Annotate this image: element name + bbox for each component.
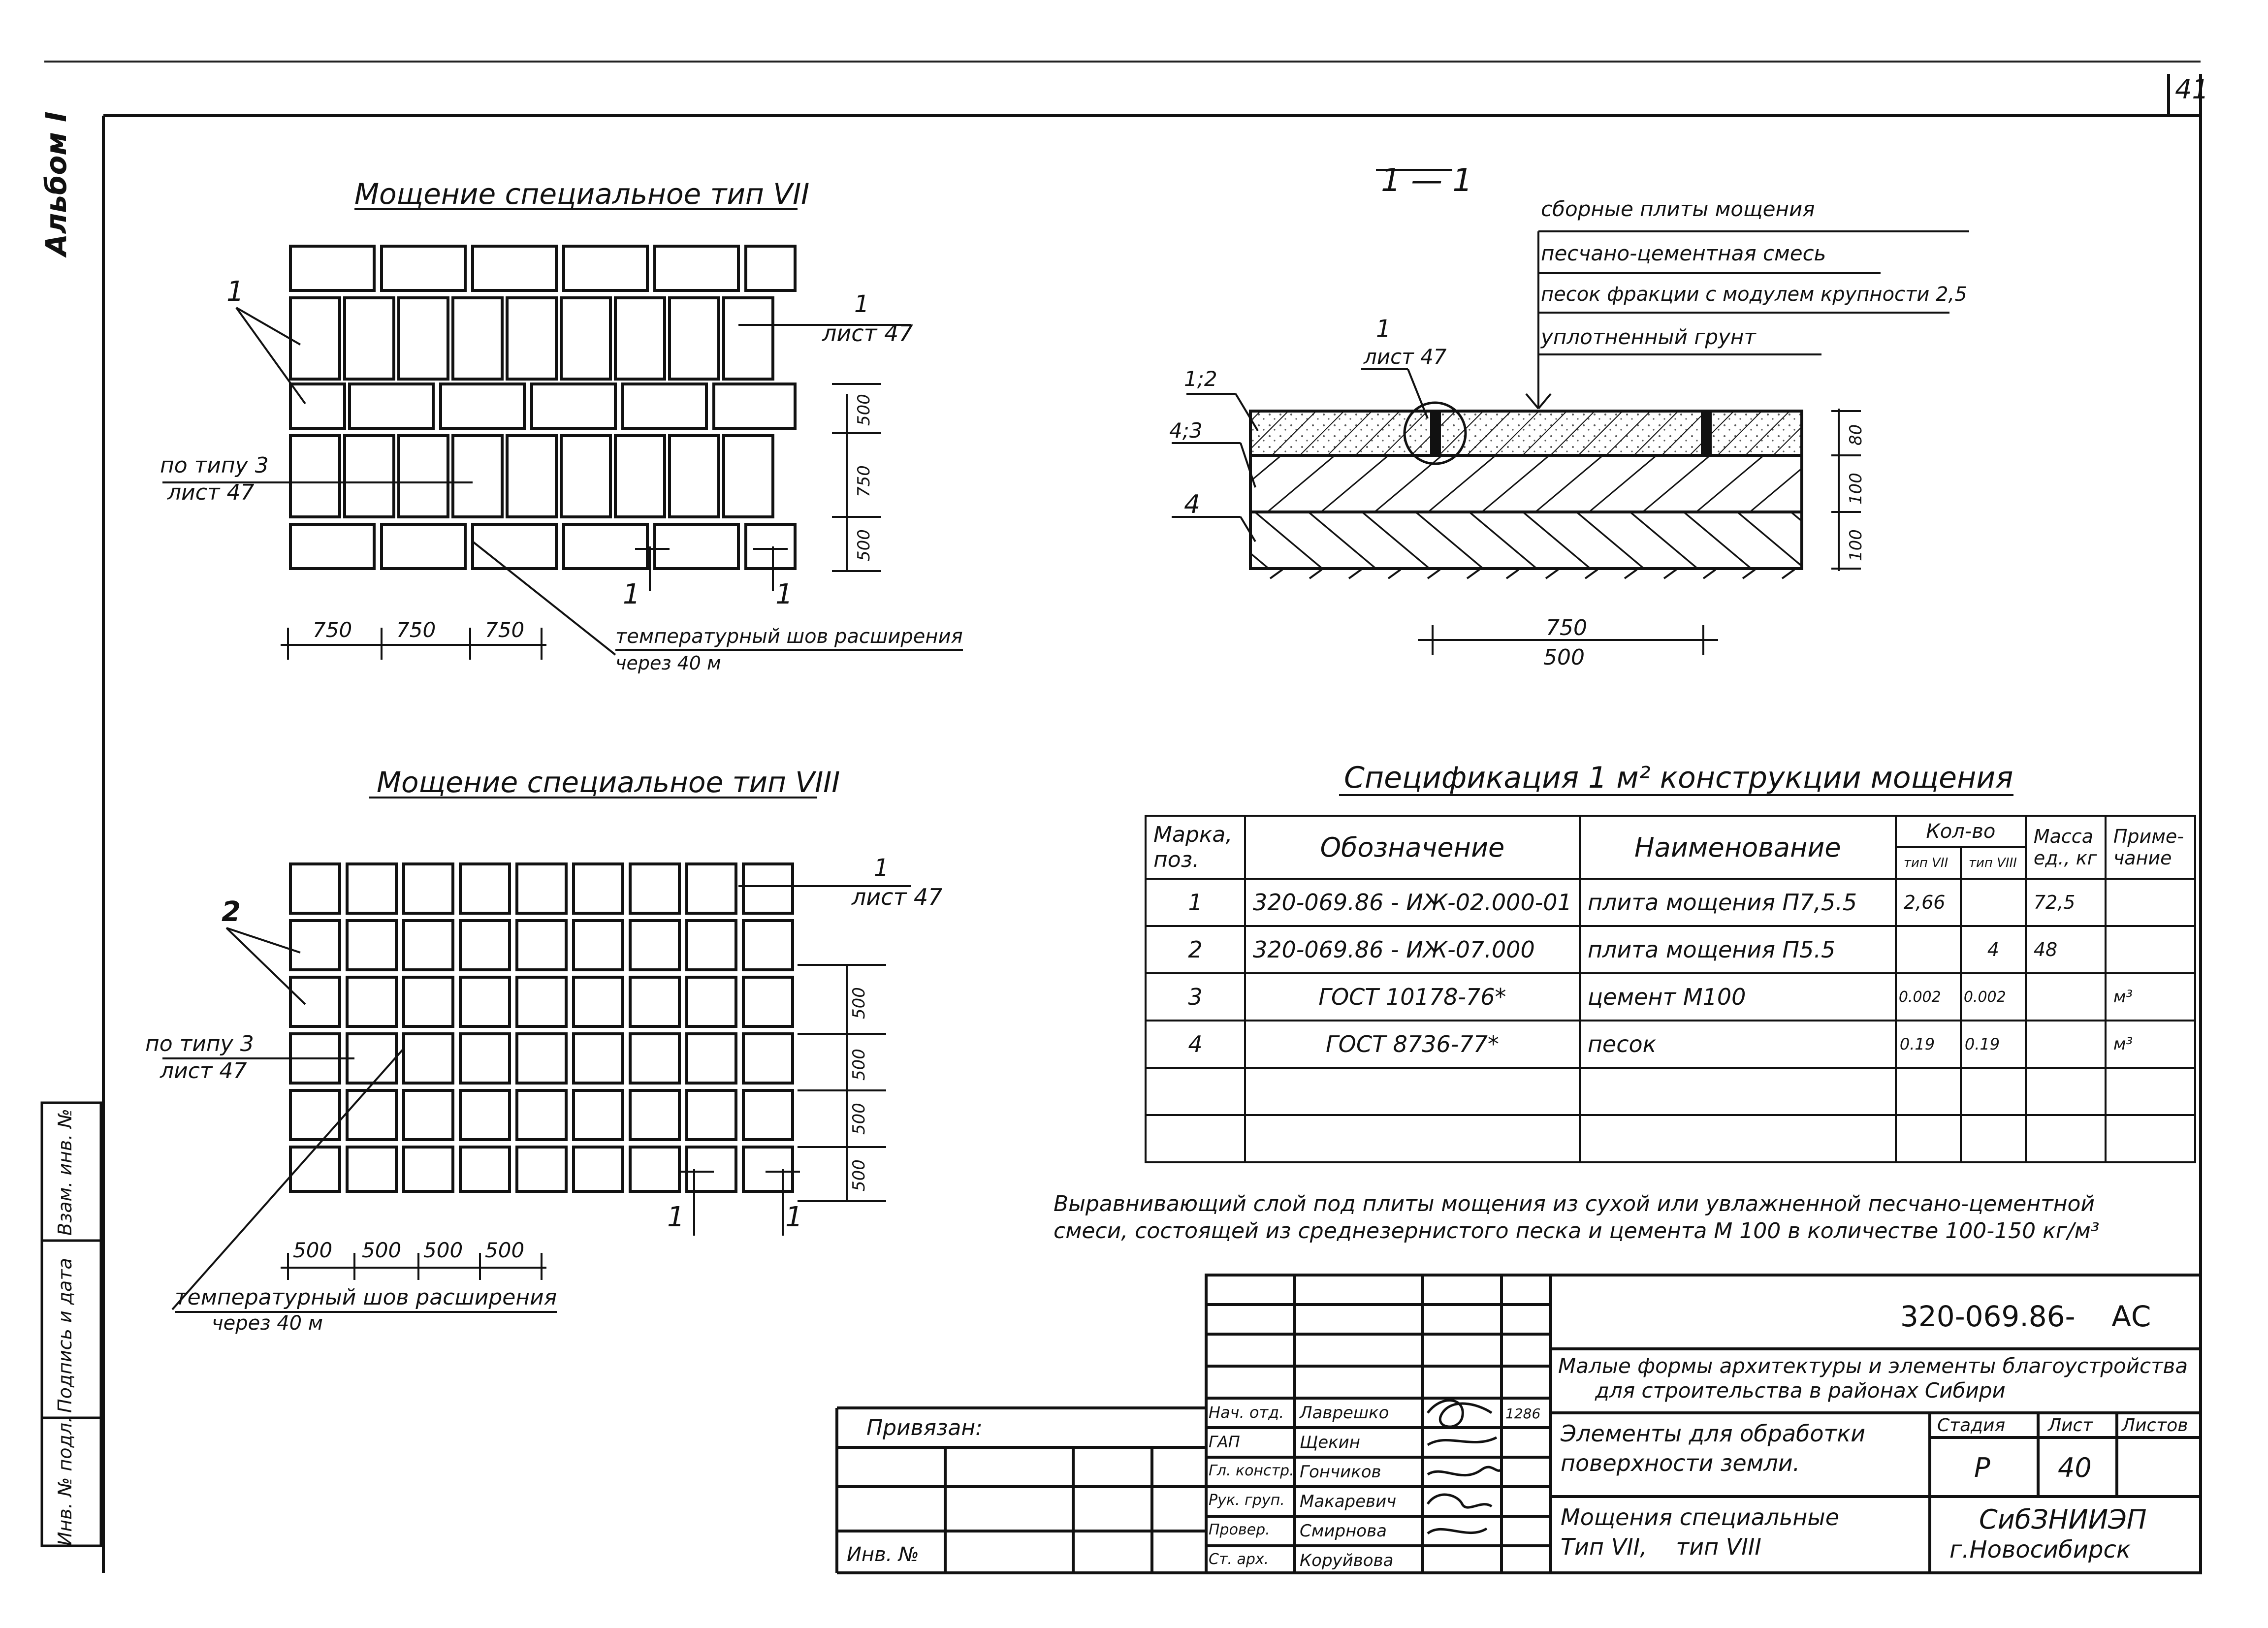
spec-cell: 72,5 <box>2026 879 2106 926</box>
spec-table <box>1145 815 2196 1163</box>
spec-cell <box>1961 879 2026 926</box>
spec-cell <box>1245 1115 1580 1162</box>
sheet-value: 40 <box>2058 1452 2092 1483</box>
spec-cell <box>1896 926 1961 973</box>
note-line-1: Выравнивающий слой под плиты мощения из сухой или увлажненной песчано-цементной <box>1054 1191 2095 1216</box>
spec-cell <box>1146 1068 1245 1115</box>
role-2: ГАП <box>1209 1433 1240 1451</box>
table-row <box>1146 926 2195 973</box>
spec-cell <box>2106 926 2195 973</box>
spec-title: Спецификация 1 м² конструкции мощения <box>1344 761 2013 795</box>
plan-b-dim-h2: 500 <box>362 1238 402 1262</box>
spec-cell <box>2026 1115 2106 1162</box>
side-stamp-signature: Подпись и дата <box>54 1258 76 1413</box>
section-layer-1: сборные плиты мощения <box>1541 197 1815 221</box>
plan-a-callout: 1 <box>226 276 244 308</box>
privyazan-label: Привязан: <box>866 1415 983 1440</box>
plan-b-section-mark-left: 1 <box>667 1201 685 1233</box>
spec-cell: ГОСТ 8736-77* <box>1245 1021 1580 1068</box>
spec-cell: 2,66 <box>1896 879 1961 926</box>
plan-a-dim-h3: 750 <box>485 618 525 642</box>
org-city: г.Новосибирск <box>1949 1536 2131 1564</box>
sheet-header: Лист <box>2048 1415 2093 1436</box>
role-6: Ст. арх. <box>1209 1551 1269 1568</box>
spec-cell: песок <box>1580 1021 1896 1068</box>
spec-cell: 3 <box>1146 973 1245 1021</box>
plan-a-dim-h2: 750 <box>396 618 436 642</box>
name-3: Гончиков <box>1300 1462 1381 1482</box>
plan-a-joint-note-2: через 40 м <box>615 652 721 674</box>
side-stamp-replace: Взам. инв. № <box>54 1108 76 1236</box>
spec-cell: плита мощения П7,5.5 <box>1580 879 1896 926</box>
inv-label: Инв. № <box>847 1543 919 1566</box>
spec-cell: 0.002 <box>1896 973 1961 1021</box>
spec-hdr-note: Приме-чание <box>2106 816 2195 879</box>
plan-b-dim-h4: 500 <box>485 1238 525 1262</box>
section-ref-num: 1 <box>1376 315 1391 343</box>
role-4: Рук. груп. <box>1209 1492 1285 1509</box>
name-1: Лаврешко <box>1300 1403 1389 1423</box>
spec-cell: 4 <box>1961 926 2026 973</box>
role-5: Провер. <box>1209 1521 1270 1538</box>
sheet-corner-number: 41 <box>2175 74 2209 105</box>
role-1: Нач. отд. <box>1209 1403 1284 1422</box>
plan-b-paving <box>290 864 793 1191</box>
spec-cell <box>1896 1068 1961 1115</box>
name-6: Коруйвова <box>1300 1551 1394 1570</box>
spec-cell <box>1146 1115 1245 1162</box>
plan-a-dim-v2: 750 <box>854 465 874 497</box>
spec-cell: 0.19 <box>1961 1021 2026 1068</box>
table-row <box>1146 973 2195 1021</box>
spec-cell <box>2106 1068 2195 1115</box>
name-5: Смирнова <box>1300 1521 1387 1541</box>
spec-cell: 48 <box>2026 926 2106 973</box>
plan-b-dim-v3: 500 <box>849 1103 869 1135</box>
spec-hdr-name: Наименование <box>1580 816 1896 879</box>
plan-a-title: Мощение специальное тип VII <box>354 177 810 211</box>
spec-cell: 2 <box>1146 926 1245 973</box>
plan-a-section-mark-right: 1 <box>775 578 793 610</box>
name-4: Макаревич <box>1300 1492 1397 1511</box>
table-row <box>1146 1021 2195 1068</box>
side-stamp-inv: Инв. № подл. <box>54 1416 76 1546</box>
sheet-name-2: поверхности земли. <box>1561 1450 1800 1476</box>
plan-b-dim-v2: 500 <box>849 1049 869 1081</box>
plan-b-joint-note-2: через 40 м <box>212 1312 323 1335</box>
spec-subhdr-type8: тип VIII <box>1961 847 2026 879</box>
drawing-name-1: Мощения специальные <box>1561 1504 1839 1531</box>
name-2: Щекин <box>1300 1433 1360 1452</box>
spec-hdr-qty: Кол-во <box>1896 816 2026 847</box>
plan-a-section-mark-left: 1 <box>623 578 640 610</box>
plan-b-ref-left-type: по типу 3 <box>145 1031 254 1056</box>
plan-b-dim-h1: 500 <box>293 1238 333 1262</box>
spec-cell: 320-069.86 - ИЖ-07.000 <box>1245 926 1580 973</box>
spec-subhdr-type7: тип VII <box>1896 847 1961 879</box>
spec-cell: 4 <box>1146 1021 1245 1068</box>
table-row <box>1146 879 2195 926</box>
plan-b-joint-note: температурный шов расширения <box>175 1285 557 1313</box>
spec-cell <box>2026 973 2106 1021</box>
spec-cell <box>2106 879 2195 926</box>
spec-cell <box>1245 1068 1580 1115</box>
plan-a-ref-left-sheet: лист 47 <box>167 480 255 505</box>
plan-b-ref-left-sheet: лист 47 <box>160 1058 247 1084</box>
org-name: СибЗНИИЭП <box>1979 1504 2147 1535</box>
plan-b-section-mark-right: 1 <box>785 1201 803 1233</box>
section-mark-3: 4 <box>1184 490 1201 519</box>
spec-cell: ГОСТ 10178-76* <box>1245 973 1580 1021</box>
spec-cell <box>2106 1115 2195 1162</box>
plan-b-dim-v1: 500 <box>849 987 869 1019</box>
spec-hdr-mark: Марка, поз. <box>1146 816 1245 879</box>
spec-cell: 320-069.86 - ИЖ-02.000-01 <box>1245 879 1580 926</box>
section-dim-v3: 100 <box>1846 529 1866 561</box>
spec-hdr-designation: Обозначение <box>1245 816 1580 879</box>
table-row <box>1146 1068 2195 1115</box>
spec-cell: м³ <box>2106 973 2195 1021</box>
spec-cell: 0.002 <box>1961 973 2026 1021</box>
plan-b-ref-right-num: 1 <box>874 854 889 882</box>
spec-hdr-mass: Масса ед., кг <box>2026 816 2106 879</box>
section-title: 1 — 1 <box>1381 162 1473 199</box>
plan-a-ref-right-sheet: лист 47 <box>822 320 913 347</box>
stage-value: Р <box>1974 1452 1990 1483</box>
plan-b-dim-v4: 500 <box>849 1159 869 1191</box>
section-dim-v1: 80 <box>1846 424 1866 446</box>
drawing-name-2: Тип VII, тип VIII <box>1561 1533 1761 1560</box>
section-layer-4: уплотненный грунт <box>1541 325 1756 349</box>
section-dim-750: 750 <box>1546 615 1587 640</box>
section-mark-2: 4;3 <box>1169 418 1203 443</box>
stage-header: Стадия <box>1937 1415 2006 1436</box>
spec-cell: м³ <box>2106 1021 2195 1068</box>
plan-a-dim-v1: 500 <box>854 394 874 426</box>
plan-a-joint-note: температурный шов расширения <box>615 625 963 651</box>
date-value: 1286 <box>1505 1405 1541 1422</box>
spec-cell <box>1961 1068 2026 1115</box>
spec-cell <box>1580 1115 1896 1162</box>
project-line-2: для строительства в районах Сибири <box>1595 1378 2006 1403</box>
spec-cell: цемент М100 <box>1580 973 1896 1021</box>
section-layer-3: песок фракции с модулем крупности 2,5 <box>1541 283 1967 306</box>
section-layer-2: песчано-цементная смесь <box>1541 241 1826 265</box>
spec-cell <box>1580 1068 1896 1115</box>
spec-cell <box>2026 1021 2106 1068</box>
section-dim-500: 500 <box>1543 645 1585 670</box>
spec-cell: плита мощения П5.5 <box>1580 926 1896 973</box>
section-dim-v2: 100 <box>1846 473 1866 505</box>
role-3: Гл. констр. <box>1209 1462 1294 1479</box>
sheet-name-1: Элементы для обработки <box>1561 1420 1866 1447</box>
plan-a-dim-h1: 750 <box>313 618 352 642</box>
sheets-header: Листов <box>2122 1415 2188 1436</box>
spec-cell <box>2026 1068 2106 1115</box>
plan-a-ref-right-num: 1 <box>854 290 869 318</box>
album-label: Альбом I <box>39 111 73 256</box>
plan-b-title: Мощение специальное тип VIII <box>377 766 840 799</box>
table-row <box>1146 1115 2195 1162</box>
spec-cell <box>1896 1115 1961 1162</box>
plan-b-callout: 2 <box>222 896 241 928</box>
note-line-2: смеси, состоящей из среднезернистого песка и цемента М 100 в количестве 100-150 кг/м³ <box>1054 1218 2100 1244</box>
plan-b-ref-right-sheet: лист 47 <box>852 884 943 910</box>
spec-cell: 0.19 <box>1896 1021 1961 1068</box>
plan-b-dim-h3: 500 <box>423 1238 463 1262</box>
project-line-1: Малые формы архитектуры и элементы благоустройства <box>1558 1354 2188 1378</box>
section-ref-sheet: лист 47 <box>1364 345 1447 369</box>
doc-code: 320-069.86- АС <box>1900 1300 2151 1333</box>
section-mark-1: 1;2 <box>1184 367 1217 391</box>
plan-a-ref-left-type: по типу 3 <box>160 453 269 478</box>
plan-a-dim-v3: 500 <box>854 529 874 561</box>
spec-cell: 1 <box>1146 879 1245 926</box>
plan-a-paving <box>290 246 795 569</box>
spec-cell <box>1961 1115 2026 1162</box>
